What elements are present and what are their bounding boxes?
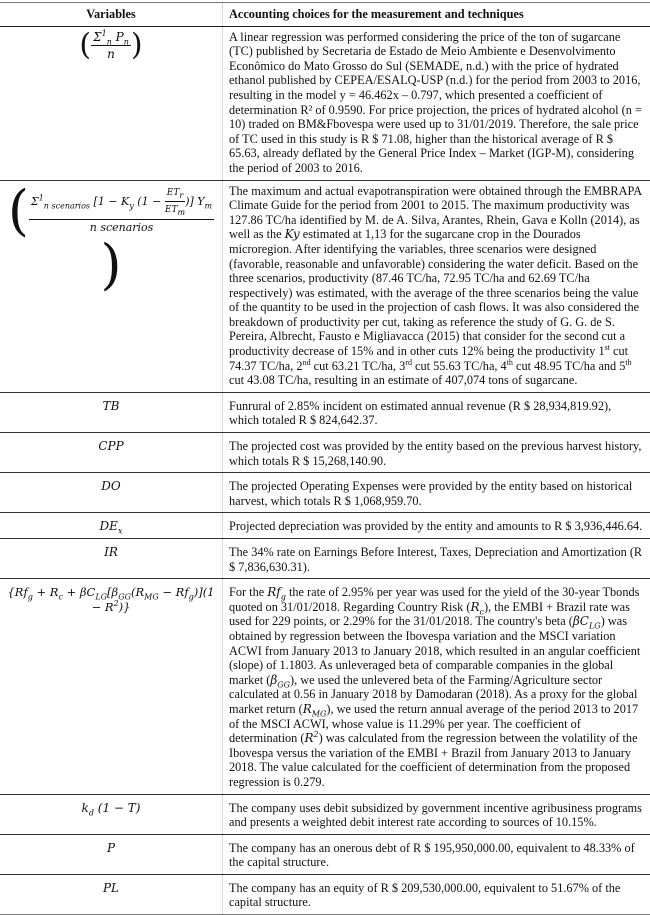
variable-cell-average-price [0,26,223,180]
table-row [0,392,650,432]
description-cell: The company uses debit subsidized by government incentive agribusiness programs and presents a weighted debit interest rate according to sources of 10.15%. [223,794,650,834]
description-cell: The company has an onerous debt of R $ 195,950,000.00, equivalent to 48.33% of the capital structure. [223,834,650,874]
variable-cell-cost-of-equity [0,579,223,794]
table-row [0,433,650,473]
description-cell: The projected cost was provided by the entity based on the previous harvest history, which totals R $ 15,268,140.90. [223,433,650,473]
formula-productivity: ( $\Sigma^1_{n scenarios}$ [$1 - K_y$ (1 − $\frac{ET_r}{ET_m}$ )] $Y_m$ n scenarios ) [8,204,214,271]
table-row [0,794,650,834]
description-cell: A linear regression was performed considering the price of the ton of sugarcane (TC) published by Secretaria de Estado de Meio Ambiente e Desenvolvimento Econômico do Mato Grosso do Sul (SEMADE, n.d.) with the price of hydrated ethanol published by CEPEA/ESALQ-USP (n.d.) for the period from 2003 to 2016, resulting in the model y = 46.462x – 0.797, which presented a coefficient of determination R² of 0.9590. For price projection, the prices of hydrated alcohol (n = 10) traded on BM&Fbovespa were used up to 31/01/2019. Therefore, the sale price of TC used in this study is R $ 71.08, higher than the historical average of R $ 65.63, already deflated by the General Price Index – Market (IGP-M), considering the period of 2003 to 2016. [223,26,650,180]
variable-cell-dex [0,513,223,539]
table-row [0,180,650,392]
formula-average-price: ( $\frac{\Sigma^1_n P_n}{n}$ ) [79,38,142,52]
variable-cell-tb [0,392,223,432]
description-cell: The projected Operating Expenses were provided by the entity based on historical harvest, which totals R $ 1,068,959.70. [223,473,650,513]
variable-cell-pl [0,874,223,914]
formula-ir: IR [104,545,118,559]
table-row [0,513,650,539]
description-cell: Projected depreciation was provided by the entity and amounts to R $ 3,936,446.64. [223,513,650,539]
header-accounting-choices: Accounting choices for the measurement and techniques [223,3,650,27]
formula-cost-of-equity: {$Rf_g + R_c + \beta C_{LG}[\beta_{GG}(R_{MG} - Rf_g)](1$ − $R^2$)} [7,585,214,614]
variable-cell-do [0,473,223,513]
formula-pl: PL [103,881,119,895]
formula-dex: $DE_x$ [100,519,123,533]
variable-cell-ir [0,539,223,579]
table-row [0,539,650,579]
variable-cell-cost-of-debt [0,794,223,834]
table-row [0,473,650,513]
table-row [0,26,650,180]
variable-cell-p [0,834,223,874]
table-row [0,834,650,874]
formula-cpp: CPP [98,439,123,453]
variable-cell-cpp [0,433,223,473]
formula-do: DO [101,479,120,493]
formula-tb: TB [103,399,120,413]
variable-cell-productivity [0,180,223,392]
description-cell: The company has an equity of R $ 209,530,000.00, equivalent to 51.67% of the capital structure. [223,874,650,914]
header-variables: Variables [0,3,223,27]
formula-p: P [107,841,115,855]
description-cell: For the $Rf_g$ the rate of 2.95% per year was used for the yield of the 30-year Tbonds quoted on 31/01/2018. Regarding Country Risk $(R_c)$, the EMBI + Brazil rate was used for 229 points, or 2.29% for the 31/01/2018. The country's beta $(\beta C_{LG})$ was obtained by regression between the Ibovespa variation and the MSCI variation ACWI from January 2013 to January 2018, which resulted in an angular coefficient (slope) of 1.1803. As unleveraged beta of comparable companies in the global market $(\beta_{GG})$, we used the unlevered beta of the Farming/Agriculture sector calculated at 0.56 in January 2018 by Damodaran (2018). As a proxy for the global market return $(R_{MG})$, we used the return annual average of the period 2013 to 2017 of the MSCI ACWI, whose value is 11.29% per year. The coefficient of determination $(R^2)$ was calculated from the regression between the volatility of the Ibovespa versus the variation of the EMBI + Brazil from January 2013 to January 2018. The value calculated for the coefficient of determination from the proposed regression is 0.279. [223,579,650,794]
description-cell: Funrural of 2.85% incident on estimated annual revenue (R $ 28,934,819.92), which totaled R $ 824,642.37. [223,392,650,432]
accounting-choices-table [0,2,650,915]
description-cell: The maximum and actual evapotranspiration were obtained through the EMBRAPA Climate Guide for the period from 2001 to 2015. The maximum productivity was 127.86 TC/ha identified by M. de A. Silva, Arantes, Rhein, Gava e Kolln (2014), as well as the Ky estimated at 1,13 for the sugarcane crop in the Dourados microregion. After identifying the variables, three scenarios were designed (favorable, reasonable and unfavorable) considering the water deficit. Based on the three scenarios, productivity (87.46 TC/ha, 72.95 TC/ha and 62.69 TC/ha respectively) was estimated, with the average of the three scenarios being the value of the quantity to be used in the projection of cash flows. It was also considered the breakdown of productivity per cut, taking as reference the study of G. G. de S. Pereira, Albrecht, Fausto e Migliavacca (2015) that consider for the second cut a productivity decrease of 15% and in other cuts 12% being the productivity 1st cut 74.37 TC/ha, 2nd cut 63.21 TC/ha, 3rd cut 55.63 TC/ha, 4th cut 48.95 TC/ha and 5th cut 43.08 TC/ha, resulting in an estimate of 407,074 tons of sugarcane. [223,180,650,392]
table-row [0,874,650,914]
formula-cost-of-debt: $k_d$ (1 − T) [82,801,141,815]
table-header-row [0,3,650,27]
table-row [0,579,650,794]
description-cell: The 34% rate on Earnings Before Interest, Taxes, Depreciation and Amortization (R $ 7,836,630.31). [223,539,650,579]
